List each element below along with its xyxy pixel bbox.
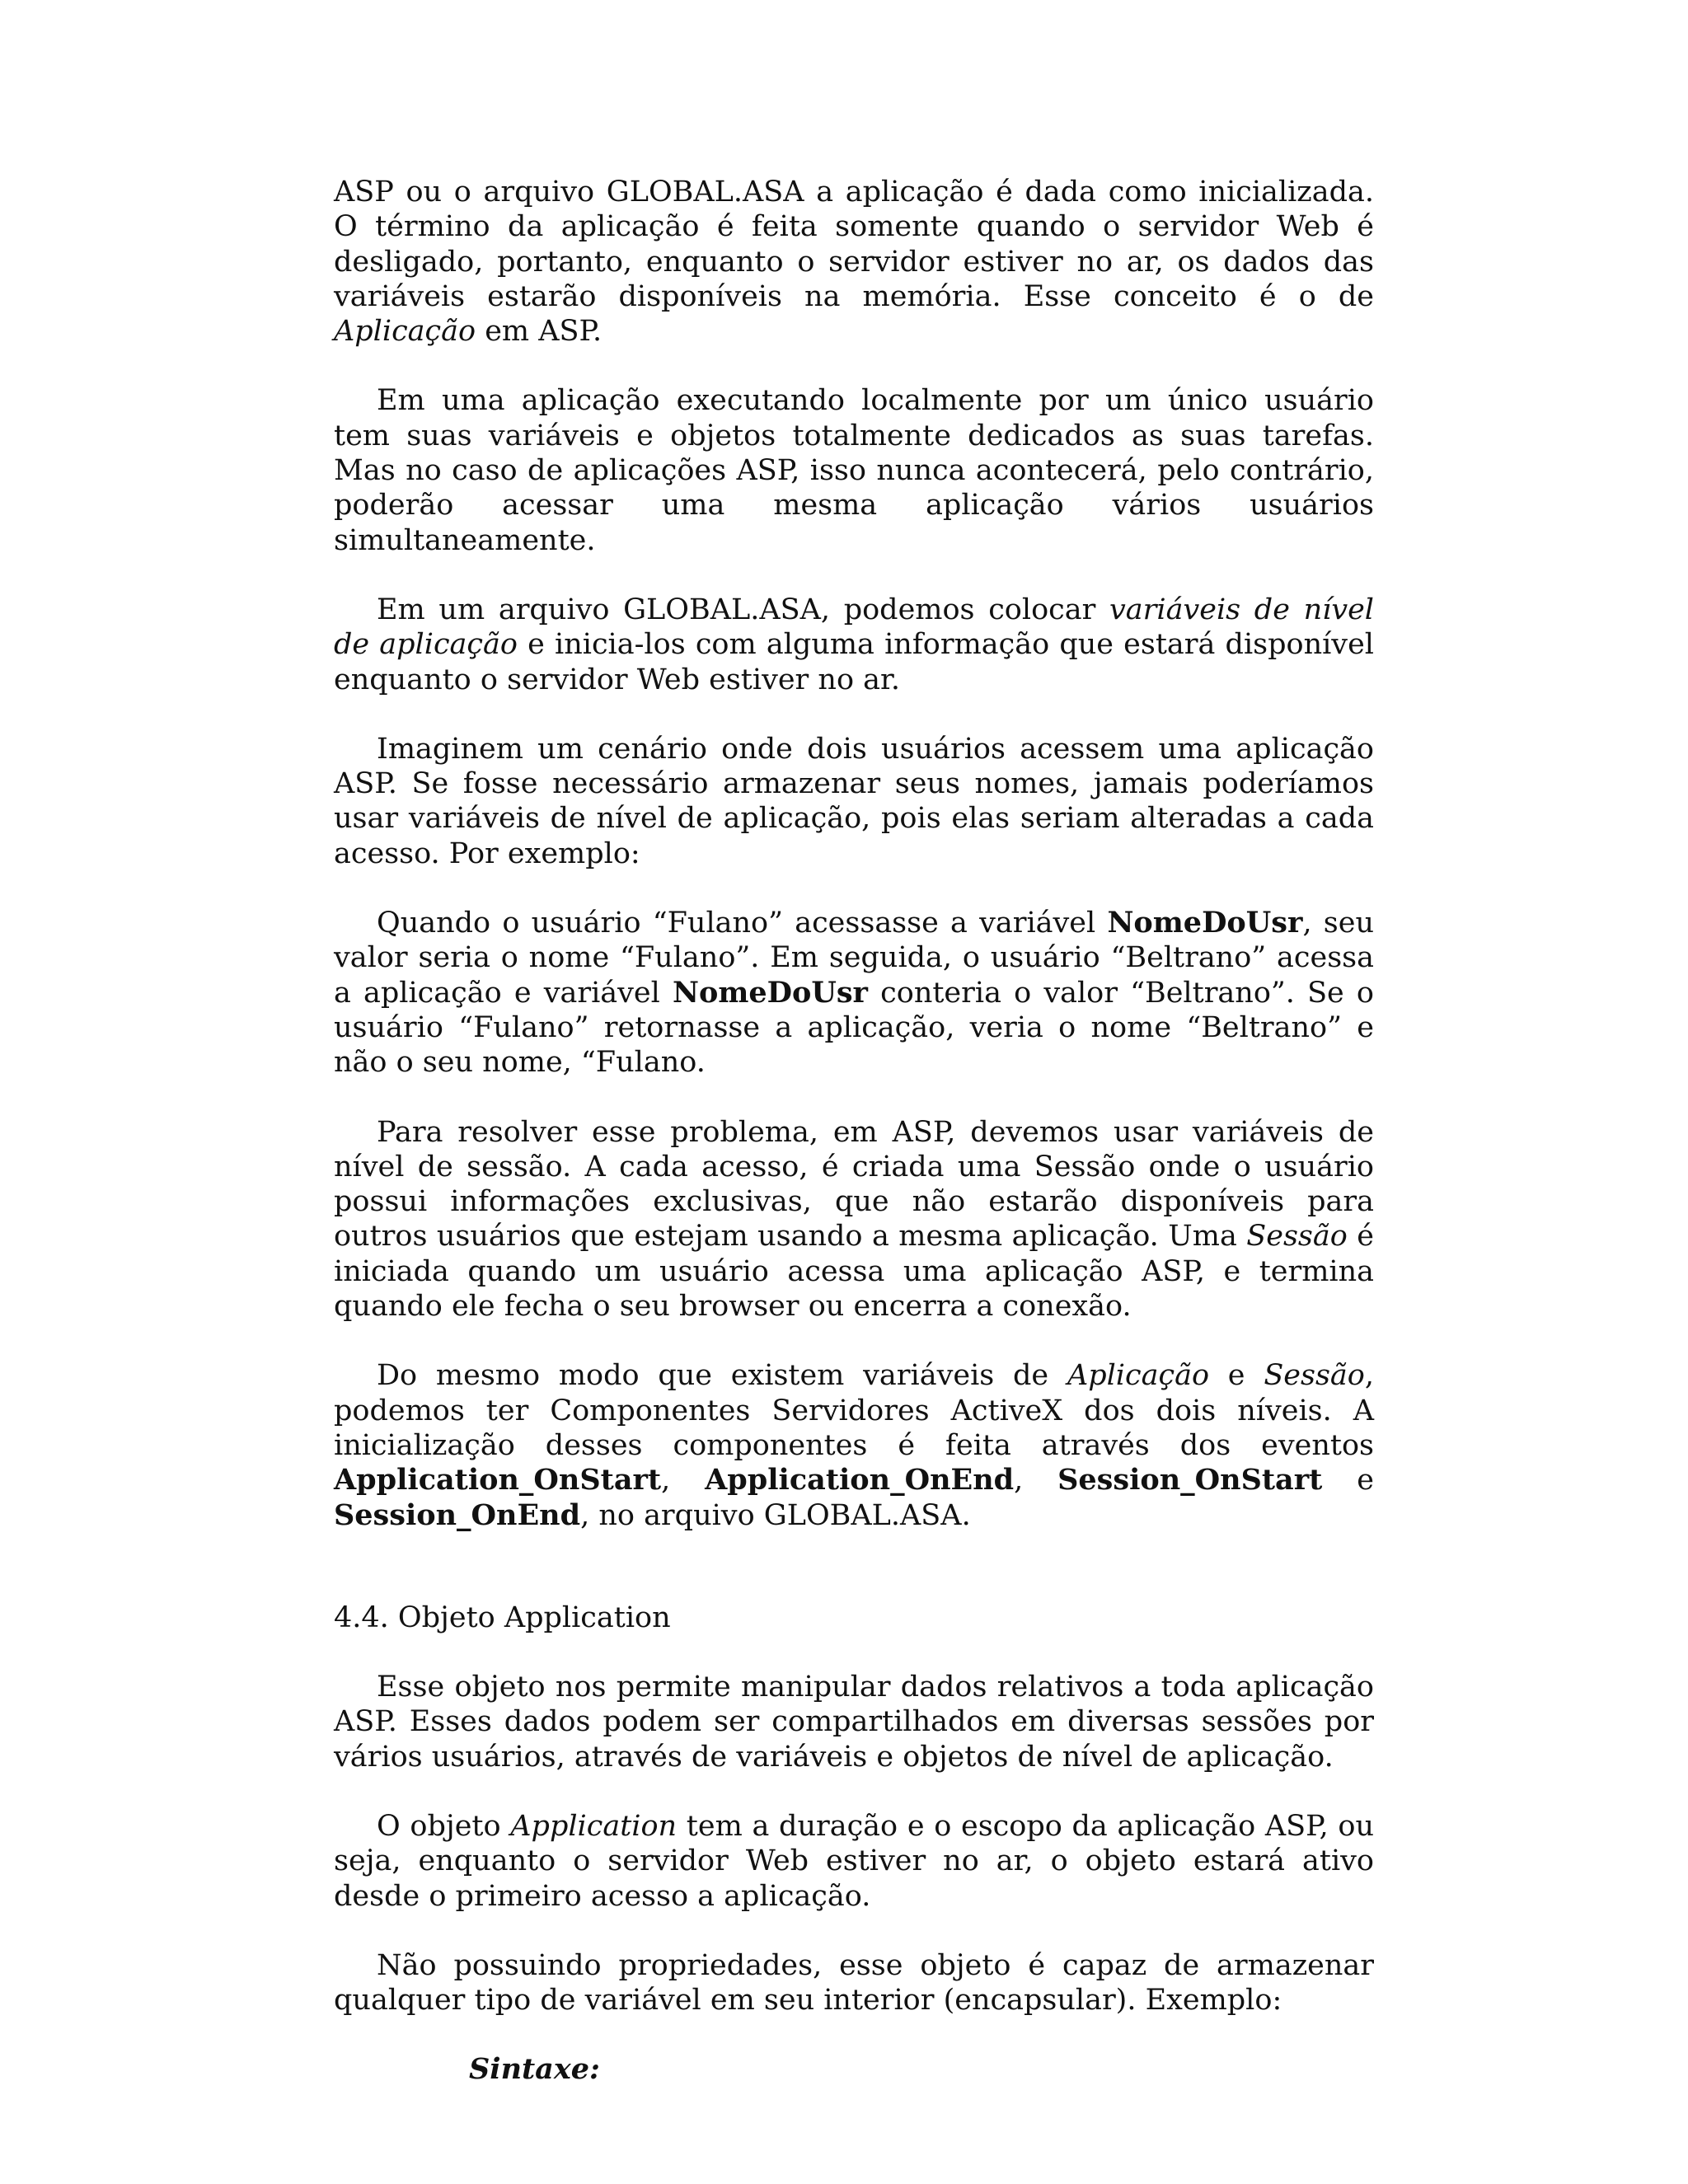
paragraph-application-scope <box>334 1809 1374 1914</box>
text-run: Do mesmo modo que existem variáveis de <box>377 1359 1067 1393</box>
paragraph-session-variables <box>334 1115 1374 1324</box>
variable-name-bold: NomeDoUsr <box>1107 906 1303 940</box>
event-name-bold: Application_OnEnd <box>705 1463 1015 1497</box>
emphasis-text: Sessão <box>1264 1359 1365 1393</box>
text-run: , <box>1014 1464 1058 1497</box>
text-run: e <box>1209 1359 1264 1393</box>
text-run: ASP ou o arquivo GLOBAL.ASA a aplicação é dada como inicializada. O término da aplicação é feita somente quando o servidor Web é desligado, portanto, enquanto o servidor estiver no ar, os dados das variáveis estarão disponíveis na memória. Esse conceito é o de <box>334 176 1374 313</box>
paragraph-global-asa-variables <box>334 593 1374 697</box>
paragraph-scenario: Imaginem um cenário onde dois usuários acessem uma aplicação ASP. Se fosse necessário armazenar seus nomes, jamais poderíamos usar variáveis de nível de aplicação, pois elas seriam alteradas a cada acesso. Por exemplo: <box>334 732 1374 870</box>
text-run: , no arquivo GLOBAL.ASA. <box>580 1498 971 1532</box>
text-run: tem a duração e o escopo da aplicação ASP, ou seja, enquanto o servidor Web estiver no ar, o objeto estará ativo desde o primeiro acesso a aplicação. <box>334 1809 1375 1913</box>
text-run: , <box>661 1464 706 1497</box>
text-run: Em um arquivo GLOBAL.ASA, podemos colocar <box>377 593 1110 626</box>
text-run: Quando o usuário “Fulano” acessasse a variável <box>377 907 1108 940</box>
variable-name-bold: NomeDoUsr <box>672 975 868 1010</box>
paragraph-activex-components <box>334 1358 1374 1532</box>
text-run: e inicia-los com alguma informação que estará disponível enquanto o servidor Web estiver no ar. <box>334 628 1374 696</box>
event-name-bold: Session_OnEnd <box>334 1497 581 1532</box>
event-name-bold: Session_OnStart <box>1057 1463 1323 1497</box>
text-run: conteria o valor “Beltrano”. Se o usuário “Fulano” retornasse a aplicação, veria o nome “Beltrano” e não o seu nome, “Fulano. <box>334 976 1374 1080</box>
text-run: O objeto <box>377 1809 511 1843</box>
text-run: Para resolver esse problema, em ASP, devemos usar variáveis de nível de sessão. A cada acesso, é criada uma Sessão onde o usuário possui informações exclusivas, que não estarão disponíveis para outros usuários que estejam usando a mesma aplicação. Uma <box>334 1115 1374 1254</box>
text-run: , podemos ter Componentes Servidores ActiveX dos dois níveis. A inicialização desses componentes é feita através dos eventos <box>334 1359 1375 1462</box>
event-name-bold: Application_OnStart <box>334 1463 662 1497</box>
paragraph-no-properties: Não possuindo propriedades, esse objeto é capaz de armazenar qualquer tipo de variável em seu interior (encapsular). Exemplo: <box>334 1948 1374 2018</box>
text-run: em ASP. <box>476 315 603 349</box>
page-content <box>334 175 1374 2088</box>
text-run: , seu valor seria o nome “Fulano”. Em seguida, o usuário “Beltrano” acessa a aplicação e variável <box>334 907 1375 1010</box>
emphasis-text: Aplicação <box>1067 1359 1210 1393</box>
emphasis-text: Aplicação <box>334 315 476 349</box>
emphasis-text: variáveis de nível de aplicação <box>334 593 1375 662</box>
emphasis-text: Sessão <box>1246 1220 1348 1254</box>
text-run: e <box>1322 1464 1374 1497</box>
paragraph-local-vs-asp: Em uma aplicação executando localmente por um único usuário tem suas variáveis e objetos totalmente dedicados as suas tarefas. Mas no caso de aplicações ASP, isso nunca acontecerá, pelo contrário, poderão acessar uma mesma aplicação vários usuários simultaneamente. <box>334 384 1374 557</box>
paragraph-application-lifetime <box>334 175 1374 349</box>
text-run: é iniciada quando um usuário acessa uma aplicação ASP, e termina quando ele fecha o seu browser ou encerra a conexão. <box>334 1220 1374 1324</box>
paragraph-application-object: Esse objeto nos permite manipular dados relativos a toda aplicação ASP. Esses dados podem ser compartilhados em diversas sessões por vários usuários, através de variáveis e objetos de nível de aplicação. <box>334 1671 1374 1774</box>
paragraph-example <box>334 906 1374 1080</box>
emphasis-text: Application <box>510 1809 678 1843</box>
section-heading: 4.4. Objeto Application <box>334 1601 671 1634</box>
syntax-label: Sintaxe: <box>469 2052 600 2087</box>
